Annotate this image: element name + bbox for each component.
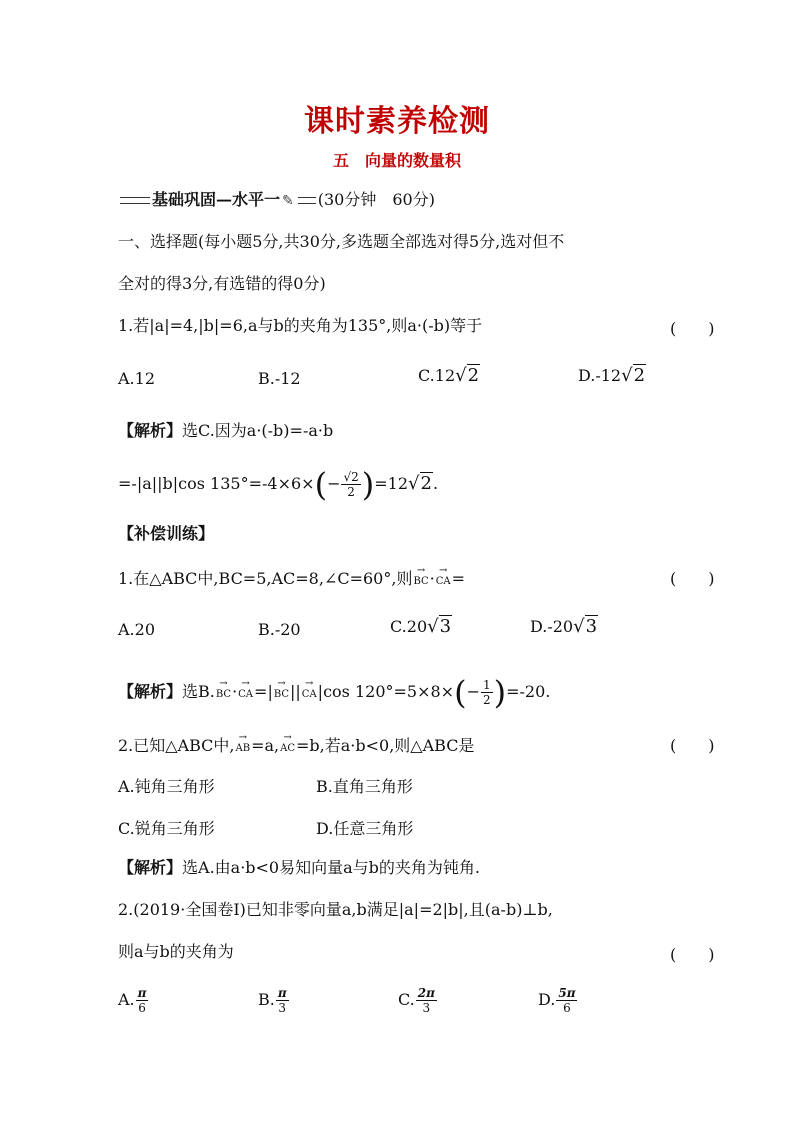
- part-heading-line1: 一、选择题(每小题5分,共30分,多选题全部选对得5分,选对但不: [118, 232, 565, 251]
- c1-option-b: B.-20: [258, 620, 301, 639]
- page-title: 课时素养检测: [304, 104, 490, 139]
- q2-answer-paren: ( ): [670, 945, 715, 964]
- vector-ac: → AC: [280, 733, 295, 759]
- q2-stem-line1: 2.(2019·全国卷Ⅰ)已知非零向量a,b满足|a|=2|b|,且(a-b)⊥b,: [118, 900, 553, 919]
- fraction: $\frac{√2}{2}$: [343, 470, 359, 499]
- q2-option-a: A. $\frac{\pi}{6}$: [118, 986, 147, 1015]
- page-subtitle: 五 向量的数量积: [332, 151, 461, 170]
- q1-stem: 1.若|a|=4,|b|=6,a与b的夹角为135°,则a·(-b)等于: [118, 316, 483, 335]
- c1-stem: 1.在△ABC中,BC=5,AC=8,∠C=60°,则→ BC·→ CA=: [118, 566, 465, 592]
- c2-option-d: D.任意三角形: [316, 819, 414, 838]
- vector-ab: → AB: [236, 733, 251, 759]
- q2-option-b: B. $\frac{\pi}{3}$: [258, 986, 287, 1015]
- c2-solution: 【解析】选A.由a·b<0易知向量a与b的夹角为钝角.: [118, 858, 480, 877]
- compensation-heading: 【补偿训练】: [118, 524, 215, 543]
- c2-option-a: A.钝角三角形: [118, 777, 215, 796]
- c2-option-b: B.直角三角形: [316, 777, 413, 796]
- c2-option-c: C.锐角三角形: [118, 819, 215, 838]
- double-line-decoration: [120, 197, 150, 204]
- section-header: [118, 190, 435, 211]
- pencil-icon: ✎: [282, 193, 294, 209]
- section-label: 基础巩固—水平一: [152, 190, 281, 209]
- c1-option-c: C.20√3: [390, 616, 452, 637]
- q1-option-d: D.-12√2: [578, 365, 646, 386]
- c1-option-d: D.-20√3: [530, 616, 598, 637]
- part-heading-line2: 全对的得3分,有选错的得0分): [118, 274, 326, 293]
- q1-solution-line2: =-|a||b|cos 135°=-4×6×(− $\frac{√2}{2}$ )=12√2.: [118, 465, 439, 504]
- c2-answer-paren: ( ): [670, 736, 715, 755]
- section-time-score: (30分钟 60分): [317, 190, 435, 209]
- q1-option-b: B.-12: [258, 369, 301, 388]
- fraction: $\frac{1}{2}$: [482, 678, 491, 707]
- solution-tag: 【解析】: [118, 858, 183, 877]
- c2-stem: 2.已知△ABC中,→ AB=a,→ AC=b,若a·b<0,则△ABC是: [118, 733, 474, 759]
- q1-solution-line1: 【解析】选C.因为a·(-b)=-a·b: [118, 421, 334, 440]
- q2-option-c: C. $\frac{2\pi}{3}$: [398, 986, 435, 1015]
- q1-option-c: C.12√2: [418, 365, 480, 386]
- c1-answer-paren: ( ): [670, 569, 715, 588]
- c1-solution: 【解析】选B.→ BC·→ CA=|→ BC||→ CA|cos 120°=5×8×(− $\frac{1}{2}$ )=-20.: [118, 678, 550, 707]
- q1-option-a: A.12: [118, 369, 155, 388]
- solution-tag: 【解析】: [118, 682, 183, 701]
- q2-stem-line2: 则a与b的夹角为: [118, 942, 234, 961]
- vector-bc: → BC: [413, 566, 428, 592]
- double-line-decoration: [298, 197, 316, 204]
- q1-answer-paren: ( ): [670, 319, 715, 338]
- solution-tag: 【解析】: [118, 421, 183, 440]
- c1-option-a: A.20: [118, 620, 155, 639]
- q2-option-d: D. $\frac{5\pi}{6}$: [538, 986, 576, 1015]
- vector-ca: → CA: [436, 566, 451, 592]
